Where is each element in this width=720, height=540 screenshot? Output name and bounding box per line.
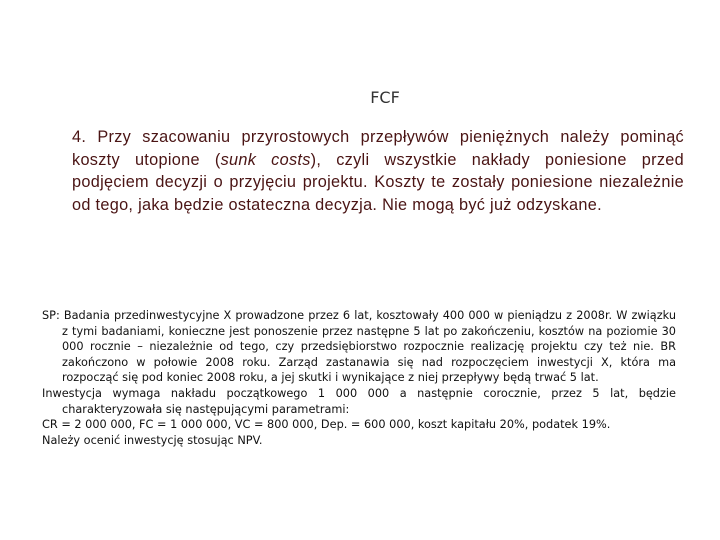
point-text-part2: ), czyli wszystkie nakłady poniesione przed podjęciem decyzji o przyjęciu projektu. Koszty te zostały poniesione niezależnie od tego, jaka będzie ostateczna decyzja. Nie mogą być już odzyskane.: [72, 150, 684, 214]
slide-title: FCF: [370, 88, 400, 107]
case-study: [42, 308, 676, 448]
case-study-paragraph-task: Należy ocenić inwestycję stosując NPV.: [42, 433, 263, 447]
point-text-part1: 4. Przy szacowaniu przyrostowych przepływów pieniężnych należy pominąć koszty utopione (: [72, 128, 684, 169]
sunk-costs-term: sunk costs: [220, 150, 311, 169]
main-point-text: [72, 126, 684, 216]
case-study-paragraph-investment: Inwestycja wymaga nakładu początkowego 1 000 000 a następnie corocznie, przez 5 lat, będzie charakteryzowała się następującymi parametrami:: [42, 386, 676, 416]
case-study-paragraph-parameters: CR = 2 000 000, FC = 1 000 000, VC = 800 000, Dep. = 600 000, koszt kapitału 20%, podatek 19%.: [42, 418, 611, 432]
case-study-paragraph-scenario: SP: Badania przedinwestycyjne X prowadzone przez 6 lat, kosztowały 400 000 w pieniądzu z 2008r. W związku z tymi badaniami, konieczne jest ponoszenie przez następne 5 lat po zakończeniu, kosztów na poziomie 30 000 rocznie – niezależnie od tego, czy przedsiębiorstwo rozpocznie realizację projektu czy też nie. BR zakończono w połowie 2008 roku. Zarząd zastanawia się nad rozpoczęciem inwestycji X, która ma rozpocząć się pod koniec 2008 roku, a jej skutki i wynikające z niej przepływy będą trwać 5 lat.: [42, 309, 676, 385]
